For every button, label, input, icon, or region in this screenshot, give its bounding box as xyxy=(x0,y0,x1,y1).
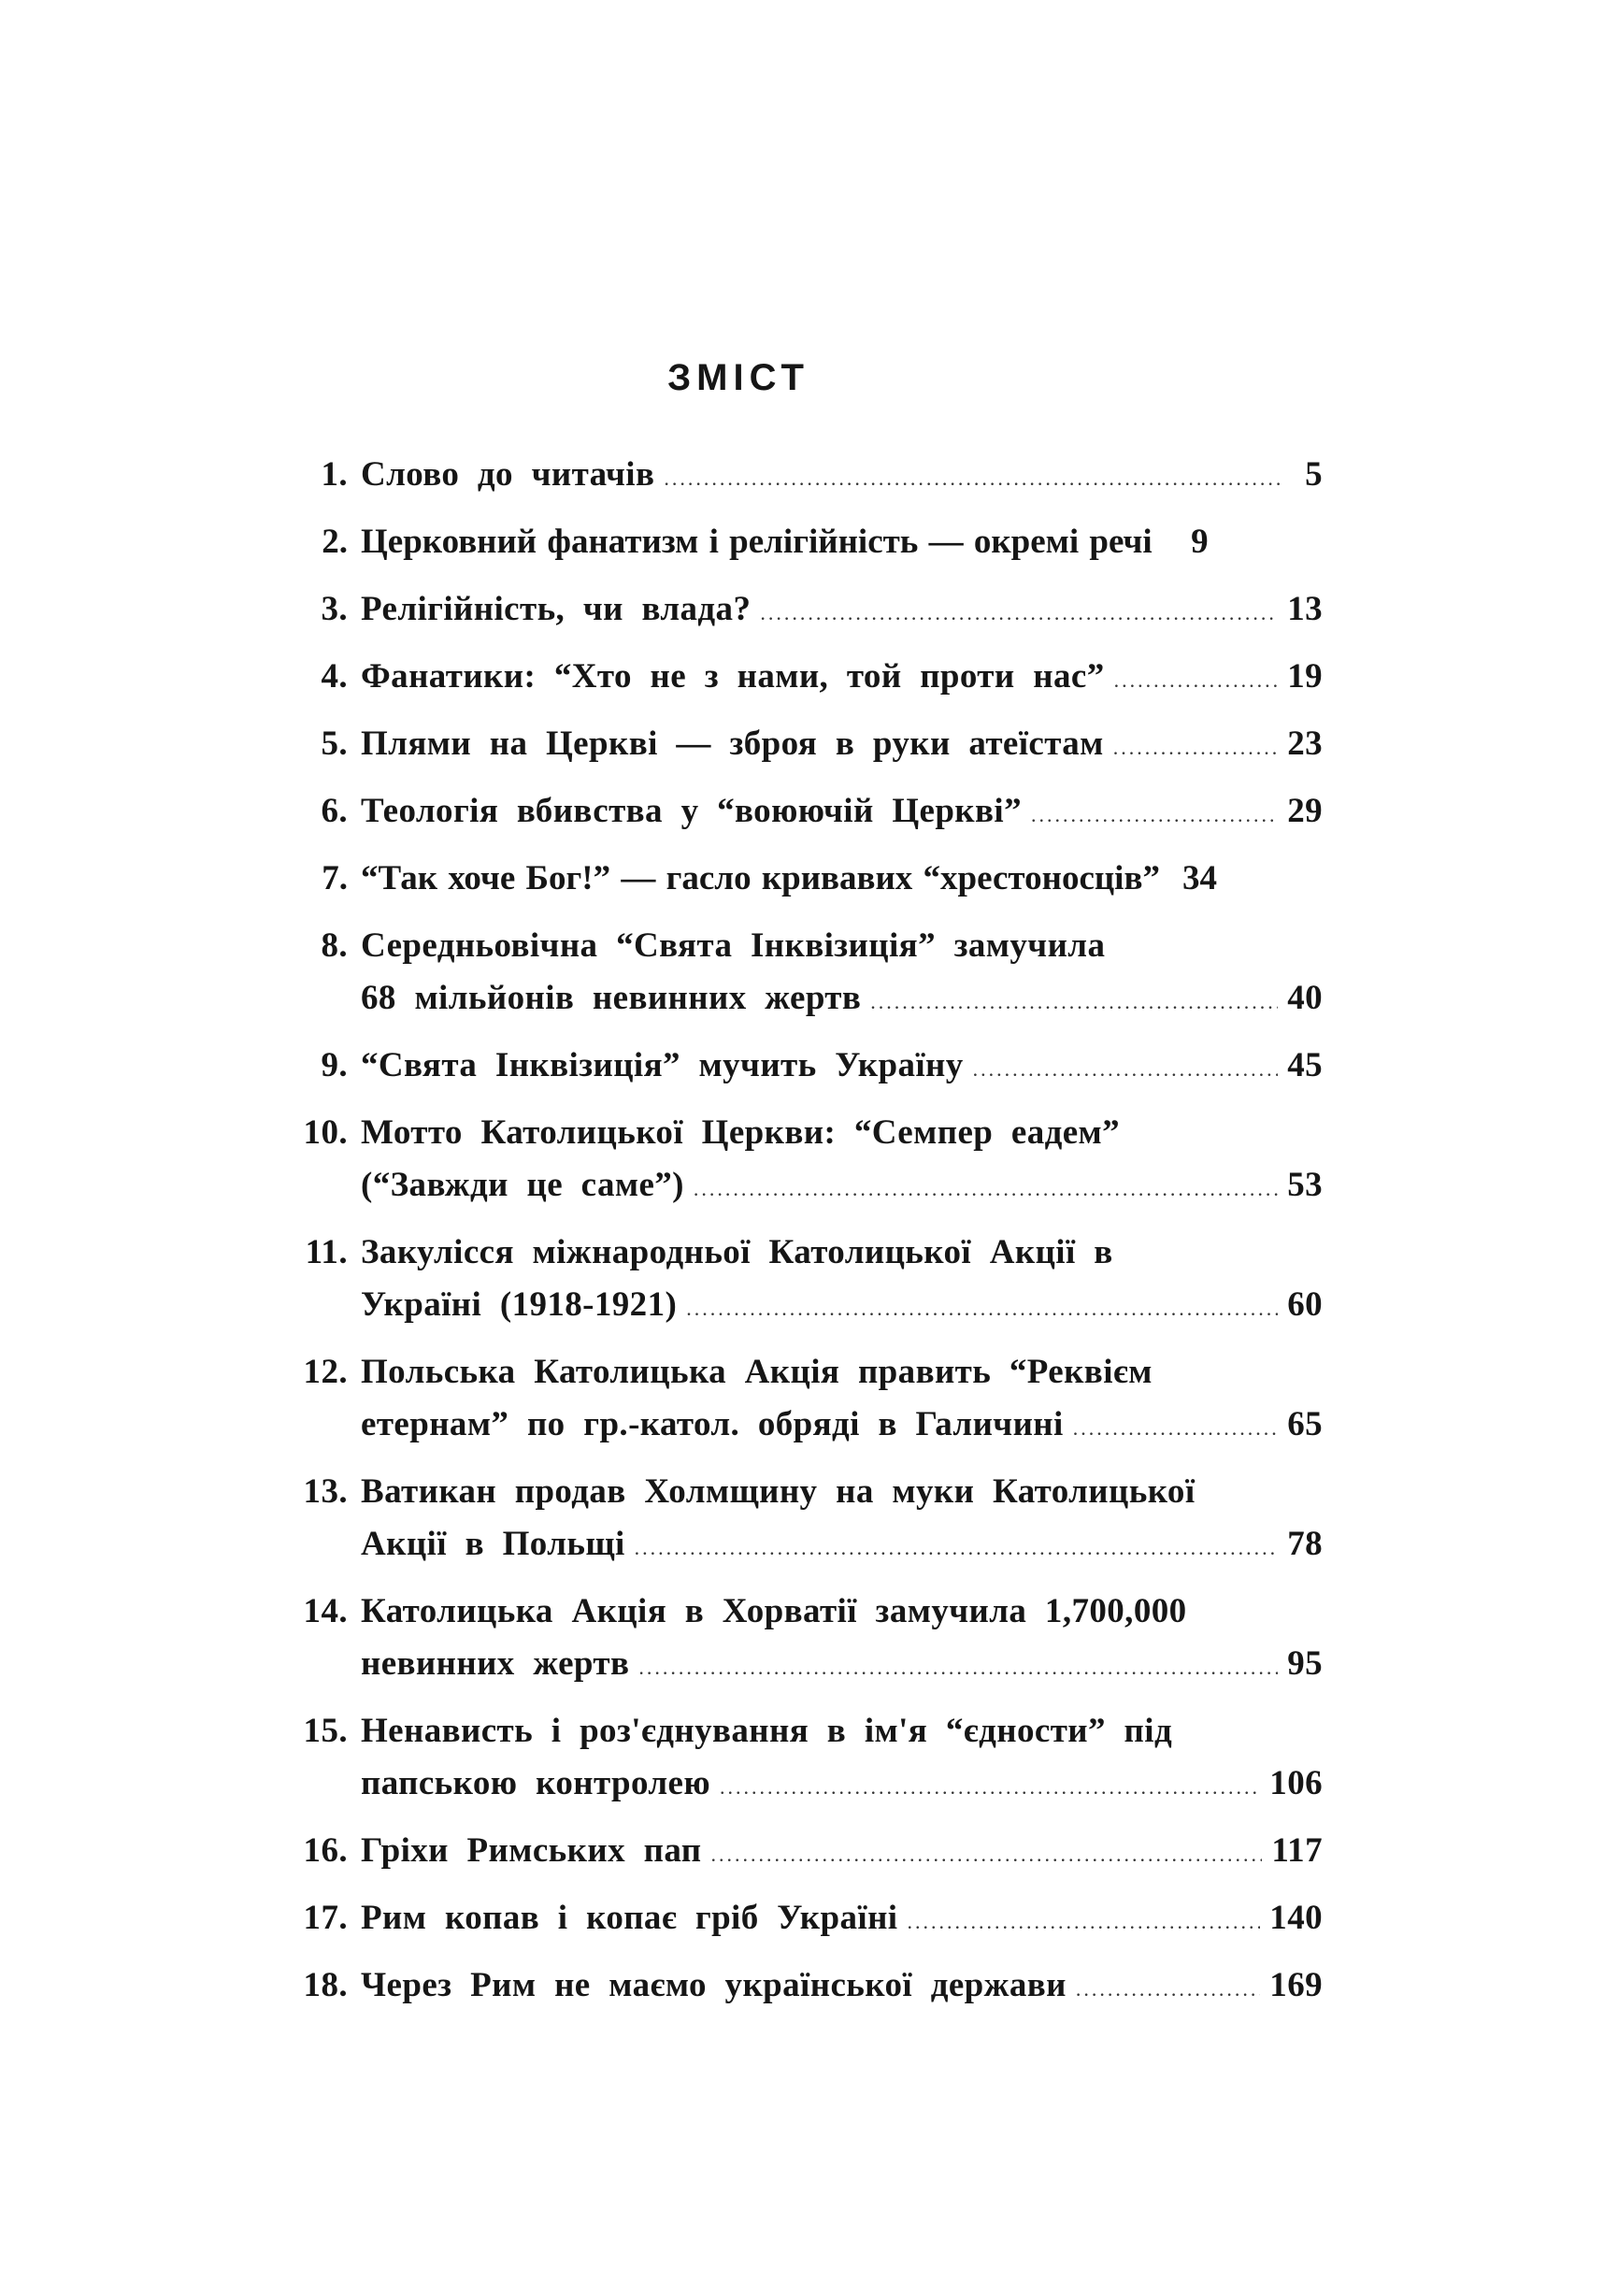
entry-title: Рим копав і копає гріб Україні xyxy=(361,1899,898,1937)
page-number: 95 xyxy=(1287,1644,1323,1683)
entry-title: Через Рим не маємо української держави xyxy=(361,1966,1067,2004)
entry-number: 5. xyxy=(321,725,348,763)
page-number: 78 xyxy=(1287,1525,1323,1563)
dot-leader xyxy=(1031,789,1278,841)
dot-leader xyxy=(1113,722,1278,774)
toc-entry-14 xyxy=(280,1586,1323,1690)
page-number: 65 xyxy=(1287,1405,1323,1443)
page-number: 5 xyxy=(1305,455,1323,494)
toc-entry-2 xyxy=(280,516,1323,568)
entry-title: Ватикан продав Холмщину на муки Католицької xyxy=(361,1472,1196,1511)
entry-number: 6. xyxy=(321,792,348,830)
toc-entry-4 xyxy=(280,651,1323,703)
page-title: ЗМІСТ xyxy=(667,357,809,398)
dot-leader xyxy=(1169,863,1173,915)
dot-leader xyxy=(720,1761,1260,1814)
dot-leader xyxy=(1073,1402,1278,1455)
dot-leader xyxy=(664,452,1280,505)
page-number: 23 xyxy=(1287,725,1323,763)
entry-number: 18. xyxy=(303,1966,348,2004)
dot-leader xyxy=(638,1642,1278,1694)
page-number: 60 xyxy=(1287,1285,1323,1324)
entry-title-continued: Україні (1918-1921) xyxy=(361,1285,678,1324)
toc-entry-8 xyxy=(280,920,1323,1025)
toc-entry-15 xyxy=(280,1705,1323,1810)
entry-number: 12. xyxy=(303,1353,348,1391)
dot-leader xyxy=(870,976,1278,1028)
entry-title: Фанатики: “Хто не з нами, той проти нас” xyxy=(361,657,1105,696)
dot-leader xyxy=(694,1163,1278,1215)
entry-number: 1. xyxy=(321,455,348,494)
entry-title: Католицька Акція в Хорватії замучила 1,700,000 xyxy=(361,1592,1187,1630)
entry-title: Церковний фанатизм і релігійність — окремі речі xyxy=(361,523,1153,561)
page-number: 106 xyxy=(1269,1764,1323,1802)
entry-title: Польська Католицька Акція править “Реквієм xyxy=(361,1353,1153,1391)
entry-title: Плями на Церкві — зброя в руки атеїстам xyxy=(361,725,1104,763)
page-number: 117 xyxy=(1271,1831,1323,1870)
dot-leader xyxy=(907,1896,1260,1948)
toc-entry-16 xyxy=(280,1825,1323,1877)
toc-entry-1 xyxy=(280,449,1323,501)
entry-number: 10. xyxy=(303,1113,348,1152)
toc-entry-17 xyxy=(280,1892,1323,1944)
entry-number: 8. xyxy=(321,926,348,965)
entry-number: 16. xyxy=(303,1831,348,1870)
entry-title: Релігійність, чи влада? xyxy=(361,590,752,628)
entry-number: 4. xyxy=(321,657,348,696)
page-number: 53 xyxy=(1287,1166,1323,1204)
toc-entry-3 xyxy=(280,583,1323,636)
entry-number: 2. xyxy=(322,523,348,561)
entry-title: Слово до читачів xyxy=(361,455,655,494)
entry-title: Гріхи Римських пап xyxy=(361,1831,702,1870)
entry-number: 17. xyxy=(303,1899,348,1937)
toc-entry-9 xyxy=(280,1040,1323,1092)
page-number: 169 xyxy=(1269,1966,1323,2004)
page-number: 40 xyxy=(1287,979,1323,1017)
entry-title-continued: етернам” по гр.-катол. обряді в Галичині xyxy=(361,1405,1064,1443)
dot-leader xyxy=(1114,654,1279,707)
entry-title-continued: (“Завжди це саме”) xyxy=(361,1166,684,1204)
entry-title-continued: невинних жертв xyxy=(361,1644,630,1683)
page-number: 19 xyxy=(1287,657,1323,696)
page-number: 45 xyxy=(1287,1046,1323,1084)
entry-number: 7. xyxy=(322,859,348,897)
toc-entry-12 xyxy=(280,1346,1323,1451)
page-number: 9 xyxy=(1191,523,1209,561)
entry-number: 3. xyxy=(321,590,348,628)
entry-title: “Свята Інквізиція” мучить Україну xyxy=(361,1046,964,1084)
entry-number: 14. xyxy=(303,1592,348,1630)
entry-title: Ненависть і роз'єднування в ім'я “єдности” під xyxy=(361,1712,1173,1750)
entry-title-continued: Акції в Польщі xyxy=(361,1525,625,1563)
entry-title: Теологія вбивства у “воюючій Церкві” xyxy=(361,792,1022,830)
dot-leader xyxy=(973,1043,1279,1096)
dot-leader xyxy=(710,1829,1262,1881)
toc-entry-10 xyxy=(280,1107,1323,1212)
page-number: 13 xyxy=(1287,590,1323,628)
entry-number: 9. xyxy=(321,1046,348,1084)
dot-leader xyxy=(760,587,1278,639)
entry-title: Середньовічна “Свята Інквізиція” замучила xyxy=(361,926,1106,965)
dot-leader xyxy=(686,1283,1278,1335)
toc-entry-13 xyxy=(280,1466,1323,1571)
page-number: 140 xyxy=(1269,1899,1323,1937)
toc-entry-18 xyxy=(280,1959,1323,2012)
toc-entry-5 xyxy=(280,718,1323,770)
dot-leader xyxy=(635,1522,1279,1574)
page-number: 29 xyxy=(1287,792,1323,830)
toc-entry-11 xyxy=(280,1227,1323,1331)
toc-entry-7 xyxy=(280,853,1323,905)
entry-title-continued: 68 мільйонів невинних жертв xyxy=(361,979,862,1017)
entry-title-continued: папською контролею xyxy=(361,1764,711,1802)
entry-title: “Так хоче Бог!” — гасло кривавих “хрестоносців” xyxy=(361,859,1160,897)
toc-entry-6 xyxy=(280,785,1323,838)
dot-leader xyxy=(1162,526,1166,579)
entry-title: Закулісся міжнародньої Католицької Акції в xyxy=(361,1233,1113,1271)
entry-title: Мотто Католицької Церкви: “Семпер еадем” xyxy=(361,1113,1121,1152)
entry-number: 15. xyxy=(303,1712,348,1750)
entry-number: 11. xyxy=(305,1233,348,1271)
page-number: 34 xyxy=(1181,859,1217,897)
table-of-contents xyxy=(280,449,1323,2027)
dot-leader xyxy=(1076,1963,1260,2016)
entry-number: 13. xyxy=(303,1472,348,1511)
